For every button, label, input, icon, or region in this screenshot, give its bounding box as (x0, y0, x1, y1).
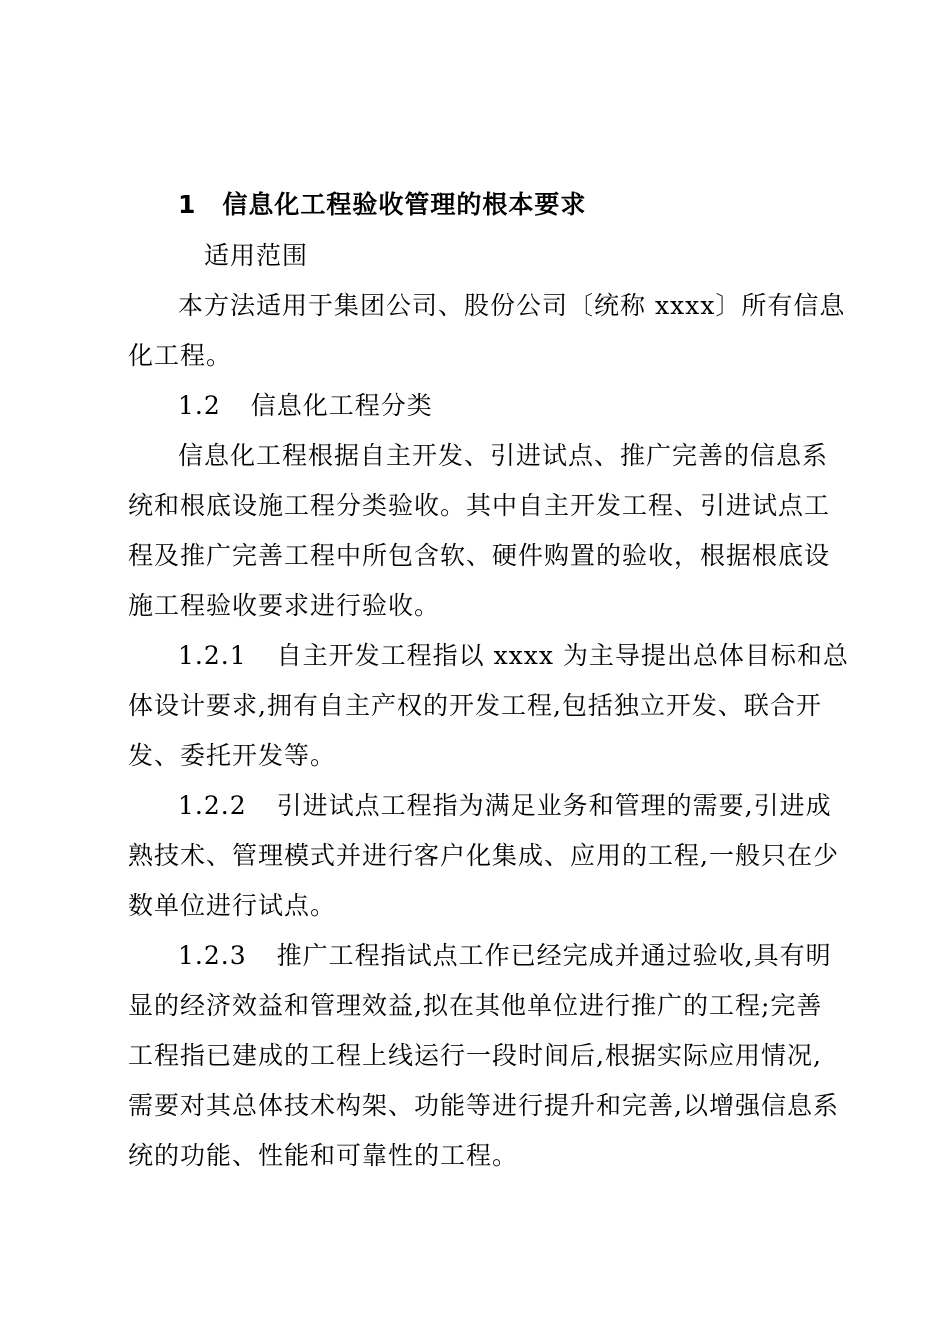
item-122-line-2: 熟技术、管理模式并进行客户化集成、应用的工程,一般只在少 (128, 841, 839, 870)
item-121-text-1: 自主开发工程指以 xxxx 为主导提出总体目标和总 (276, 641, 849, 670)
scope-line-2: 化工程。 (128, 341, 233, 370)
item-122-line-3: 数单位进行试点。 (128, 891, 337, 920)
classification-line-4: 施工程验收要求进行验收。 (128, 591, 441, 620)
classification-title: 信息化工程分类 (250, 391, 433, 420)
item-123-line-4: 需要对其总体技术构架、功能等进行提升和完善,以增强信息系 (128, 1091, 839, 1120)
item-121-number: 1.2.1 (178, 641, 247, 670)
classification-line-2: 统和根底设施工程分类验收。其中自主开发工程、引进试点工 (128, 491, 831, 520)
scope-title: 适用范围 (204, 241, 309, 270)
item-123-number: 1.2.3 (178, 941, 247, 970)
item-123-line-2: 显的经济效益和管理效益,拟在其他单位进行推广的工程;完善 (128, 991, 823, 1020)
classification-heading (178, 391, 433, 421)
section-heading (178, 190, 586, 220)
section-title: 信息化工程验收管理的根本要求 (222, 190, 587, 219)
item-121-line-1 (178, 641, 849, 671)
scope-line-1: 本方法适用于集团公司、股份公司〔统称 xxxx〕所有信息 (178, 291, 846, 320)
item-121-line-3: 发、委托开发等。 (128, 741, 337, 770)
item-123-line-5: 统的功能、性能和可靠性的工程。 (128, 1141, 519, 1170)
item-122-number: 1.2.2 (178, 791, 247, 820)
item-121-line-2: 体设计要求,拥有自主产权的开发工程,包括独立开发、联合开 (128, 691, 822, 720)
item-122-text-1: 引进试点工程指为满足业务和管理的需要,引进成 (276, 791, 832, 820)
item-123-text-1: 推广工程指试点工作已经完成并通过验收,具有明 (276, 941, 832, 970)
classification-line-3: 程及推广完善工程中所包含软、硬件购置的验收，根据根底设 (128, 541, 831, 570)
item-122-line-1 (178, 791, 832, 821)
classification-number: 1.2 (178, 391, 221, 420)
classification-line-1: 信息化工程根据自主开发、引进试点、推广完善的信息系 (178, 441, 829, 470)
item-123-line-3: 工程指已建成的工程上线运行一段时间后,根据实际应用情况, (128, 1041, 822, 1070)
item-123-line-1 (178, 941, 832, 971)
section-number: 1 (178, 190, 197, 219)
